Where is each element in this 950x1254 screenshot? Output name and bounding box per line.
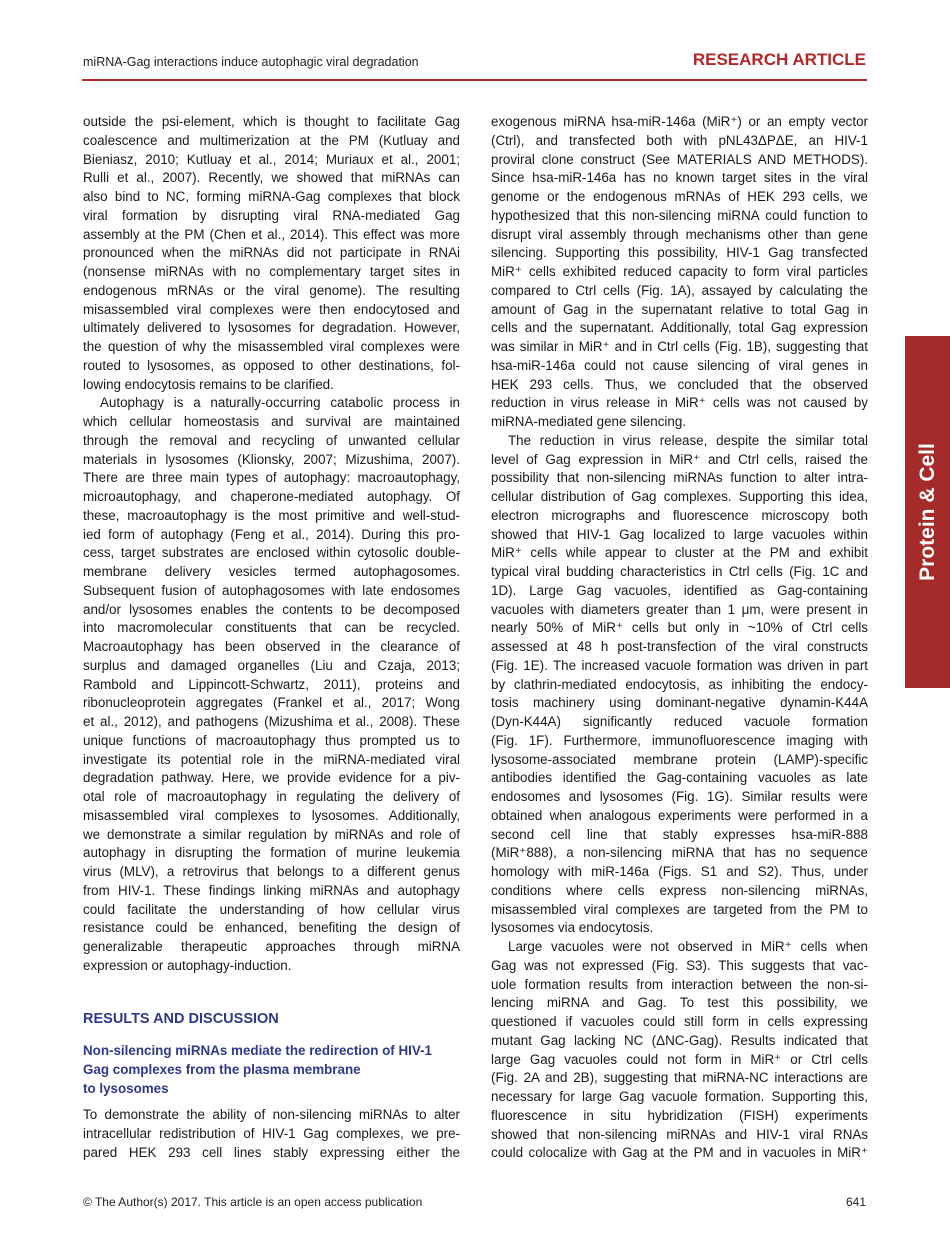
text-line: tosis machinery using dominant-negative dynamin-K44A: [491, 695, 868, 711]
text-line: microautophagy, and chaperone-mediated autophagy. Of: [83, 489, 460, 504]
paragraph: [83, 113, 460, 394]
text-line: autophagy in disrupting the formation of murine leukemia: [83, 845, 460, 861]
text-line: lysosomes via endocytosis.: [491, 920, 654, 936]
text-line: ultimately delivered to lysosomes for degradation. However,: [83, 320, 460, 336]
text-line: hypothesized that this non-silencing miRNA could function to: [491, 207, 868, 223]
running-title: miRNA-Gag interactions induce autophagic viral degradation: [83, 55, 419, 69]
text-line: materials in lysosomes (Klionsky, 2007; Mizushima, 2007).: [83, 451, 460, 467]
text-line: lowing endocytosis remains to be clarified.: [83, 376, 334, 392]
text-line: assessed at 48 h post-transfection of the viral constructs: [491, 639, 868, 654]
paragraph: [491, 938, 868, 1163]
text-line: endogenous mRNAs or the viral genome). The resulting: [83, 282, 460, 298]
text-line: cess, target substrates are enclosed within cytosolic double-: [83, 545, 460, 561]
text-line: also bind to NC, forming miRNA-Gag complexes that block: [83, 189, 460, 204]
text-line: cellular distribution of Gag complexes. Supporting this idea,: [491, 489, 868, 504]
text-line: amount of Gag in the supernatant relative to total Gag in: [491, 301, 868, 317]
text-line: otal role of macroautophagy in regulating the delivery of: [83, 789, 460, 804]
text-line: Autophagy is a naturally-occurring catabolic process in: [100, 395, 460, 411]
journal-side-tab: [905, 336, 950, 688]
text-line: questioned if vacuoles could still form in cells expressing: [491, 1014, 868, 1029]
text-line: Bieniasz, 2010; Kutluay et al., 2014; Muriaux et al., 2001;: [83, 151, 460, 167]
text-line: these, macroautophagy is the most primitive and well-stud-: [83, 507, 460, 523]
paragraph: [491, 432, 868, 938]
text-line: nearly 50% of MiR⁺ cells but only in ~10% of Ctrl cells: [491, 620, 868, 636]
text-line: virus (MLV), a retrovirus that belongs to a different genus: [83, 864, 460, 879]
subsection-heading: [83, 1041, 432, 1098]
text-line: conditions where cells express non-silencing miRNAs,: [491, 882, 868, 898]
text-line: lysosome-associated membrane protein (LAMP)-specific: [491, 751, 868, 767]
text-line: into macromolecular constituents that can be recycled.: [83, 620, 460, 636]
text-line: generalizable therapeutic approaches through miRNA: [83, 939, 460, 954]
text-line: from HIV-1. These findings linking miRNAs and autophagy: [83, 882, 460, 898]
text-line: necessary for large Gag vacuole formation. Supporting this,: [491, 1089, 868, 1104]
text-line: possibility that non-silencing miRNAs function to alter intra-: [491, 470, 868, 486]
text-line: homology with miR-146a (Figs. S1 and S2). Thus, under: [491, 864, 868, 879]
subsection-heading-line: Non-silencing miRNAs mediate the redirection of HIV-1: [83, 1043, 432, 1058]
text-line: 1D). Large Gag vacuoles, identified as Gag-containing: [491, 582, 868, 598]
text-line: obtained when analogous experiments were performed in a: [491, 807, 868, 823]
text-line: ied form of autophagy (Feng et al., 2014). During this pro-: [83, 526, 460, 542]
text-line: expression or autophagy-induction.: [83, 957, 292, 973]
text-line: misassembled viral complexes are targeted from the PM to: [491, 901, 868, 917]
text-line: (Fig. 1F). Furthermore, immunofluorescence imaging with: [491, 732, 868, 748]
text-line: misassembled viral complexes to lysosomes. Additionally,: [83, 807, 460, 823]
text-line: MiR⁺ cells exhibited reduced capacity to form viral particles: [491, 264, 868, 279]
text-line: miRNA-mediated gene silencing.: [491, 414, 687, 429]
text-line: Since hsa-miR-146a has no known target sites in the viral: [491, 170, 868, 186]
text-line: membrane delivery vesicles termed autophagosomes.: [83, 564, 460, 579]
text-line: coalescence and multimerization at the PM (Kutluay and: [83, 132, 460, 148]
text-line: MiR⁺ cells while appear to cluster at the PM and exhibit: [491, 545, 868, 561]
text-line: resistance could be enhanced, benefiting the design of: [83, 920, 460, 936]
text-line: by clathrin-mediated endocytosis, as inhibiting the endocy-: [491, 676, 868, 692]
text-line: silencing. Supporting this possibility, HIV-1 Gag transfected: [491, 245, 868, 261]
text-line: uole formation results from interaction between the non-si-: [491, 976, 868, 992]
text-line: disrupt viral assembly through mechanisms other than gene: [491, 226, 868, 242]
text-line: surplus and damaged organelles (Liu and Czaja, 2013;: [83, 657, 460, 673]
text-line: fluorescence in situ hybridization (FISH) experiments: [491, 1107, 868, 1123]
journal-name: Protein & Cell: [915, 443, 939, 581]
text-line: mutant Gag lacking NC (ΔNC-Gag). Results indicated that: [491, 1032, 868, 1048]
text-line: second cell line that stably expresses hsa-miR-888: [491, 826, 868, 842]
text-line: (MiR⁺888), a non-silencing miRNA that has no sequence: [491, 845, 868, 861]
subsection-heading-line: Gag complexes from the plasma membrane: [83, 1062, 361, 1077]
text-line: misassembled viral complexes were then endocytosed and: [83, 301, 460, 317]
text-line: ribonucleoprotein aggregates (Frankel et al., 2017; Wong: [83, 695, 460, 711]
left-column: [83, 113, 460, 976]
left-column-continued: [83, 1106, 460, 1162]
text-line: To demonstrate the ability of non-silencing miRNAs to alter: [83, 1107, 460, 1122]
text-line: large Gag vacuoles could not form in MiR⁺ or Ctrl cells: [491, 1051, 868, 1067]
text-line: unique functions of macroautophagy thus prompted us to: [83, 732, 460, 748]
section-heading: RESULTS AND DISCUSSION: [83, 1011, 279, 1027]
text-line: Rulli et al., 2007). Recently, we showed that miRNAs can: [83, 170, 460, 186]
text-line: antibodies identified the Gag-containing vacuoles as late: [491, 770, 868, 786]
paragraph: [83, 394, 460, 975]
text-line: genome or the endogenous mRNAs of HEK 293 cells, we: [491, 189, 868, 204]
text-line: showed that non-silencing miRNAs and HIV-1 viral RNAs: [491, 1126, 868, 1142]
text-line: There are three main types of autophagy: macroautophagy,: [83, 470, 460, 486]
text-line: assembly at the PM (Chen et al., 2014). This effect was more: [83, 226, 460, 242]
text-line: et al., 2012), and pathogens (Mizushima et al., 2008). These: [83, 714, 460, 729]
text-line: pared HEK 293 cell lines stably expressing either the: [83, 1144, 460, 1160]
text-line: endosomes and lysosomes (Fig. 1G). Similar results were: [491, 789, 868, 804]
text-line: Large vacuoles were not observed in MiR⁺ cells when: [508, 939, 868, 954]
paragraph: [491, 113, 868, 432]
text-line: could facilitate the understanding of how cellular virus: [83, 901, 460, 917]
text-line: The reduction in virus release, despite the similar total: [508, 432, 868, 448]
text-line: through the removal and recycling of unwanted cellular: [83, 432, 460, 448]
text-line: reduction in virus release in MiR⁺ cells was not caused by: [491, 395, 868, 411]
text-line: exogenous miRNA hsa-miR-146a (MiR⁺) or an empty vector: [491, 114, 868, 129]
text-line: Subsequent fusion of autophagosomes with late endosomes: [83, 582, 460, 598]
text-line: the question of why the misassembled viral complexes were: [83, 339, 460, 354]
text-line: which cellular homeostasis and survival are maintained: [83, 414, 460, 429]
text-line: showed that HIV-1 Gag localized to large vacuoles within: [491, 526, 868, 542]
text-line: Gag was not expressed (Fig. S3). This suggests that vac-: [491, 957, 868, 973]
right-column: [491, 113, 868, 1163]
text-line: cells and the supernatant. Additionally, total Gag expression: [491, 320, 868, 336]
text-line: intracellular redistribution of HIV-1 Gag complexes, we pre-: [83, 1125, 460, 1141]
text-line: was similar in MiR⁺ and in Ctrl cells (Fig. 1B), suggesting that: [491, 339, 868, 354]
text-line: (Fig. 1E). The increased vacuole formation was driven in part: [491, 657, 868, 673]
page-number: 641: [845, 1195, 866, 1209]
text-line: Macroautophagy has been observed in the clearance of: [83, 639, 460, 654]
text-line: Rambold and Lippincott-Schwartz, 2011), proteins and: [83, 676, 460, 692]
text-line: typical viral budding characteristics in Ctrl cells (Fig. 1C and: [491, 564, 868, 579]
text-line: vacuoles with diameters greater than 1 μm, were present in: [491, 601, 868, 617]
text-line: (nonsense miRNAs with no complementary target sites in: [83, 264, 460, 279]
text-line: and/or lysosomes enables the contents to be decomposed: [83, 601, 460, 617]
text-line: degradation pathway. Here, we provide evidence for a piv-: [83, 770, 460, 786]
text-line: proviral clone construct (See MATERIALS AND METHODS).: [491, 151, 868, 167]
text-line: compared to Ctrl cells (Fig. 1A), assayed by calculating the: [491, 282, 868, 298]
text-line: (Fig. 2A and 2B), suggesting that miRNA-NC interactions are: [491, 1070, 868, 1086]
text-line: routed to lysosomes, as opposed to other destinations, fol-: [83, 357, 460, 373]
text-line: hsa-miR-146a could not cause silencing of viral genes in: [491, 357, 868, 373]
header-rule: [82, 79, 867, 81]
footer-copyright: © The Author(s) 2017. This article is an open access publication: [83, 1195, 423, 1209]
text-line: level of Gag expression in MiR⁺ and Ctrl cells, raised the: [491, 451, 868, 467]
subsection-heading-line: to lysosomes: [83, 1081, 169, 1096]
text-line: outside the psi-element, which is thought to facilitate Gag: [83, 114, 460, 129]
paragraph: [83, 1106, 460, 1162]
text-line: could colocalize with Gag at the PM and in vacuoles in MiR⁺: [491, 1145, 868, 1161]
text-line: viral formation by disrupting viral RNA-mediated Gag: [83, 207, 460, 223]
article-type: RESEARCH ARTICLE: [692, 50, 866, 69]
text-line: investigate its potential role in the miRNA-mediated viral: [83, 751, 460, 767]
text-line: we demonstrate a similar regulation by miRNAs and role of: [83, 826, 460, 842]
text-line: HEK 293 cells. Thus, we concluded that the observed: [491, 376, 868, 392]
text-line: (Dyn-K44A) significantly reduced vacuole formation: [491, 714, 868, 729]
text-line: electron micrographs and fluorescence microscopy both: [491, 507, 868, 523]
text-line: pronounced when the miRNAs did not participate in RNAi: [83, 245, 460, 261]
text-line: lencing miRNA and Gag. To test this possibility, we: [491, 995, 868, 1011]
text-line: (Ctrl), and transfected both with pNL43ΔPΔE, an HIV-1: [491, 132, 868, 148]
